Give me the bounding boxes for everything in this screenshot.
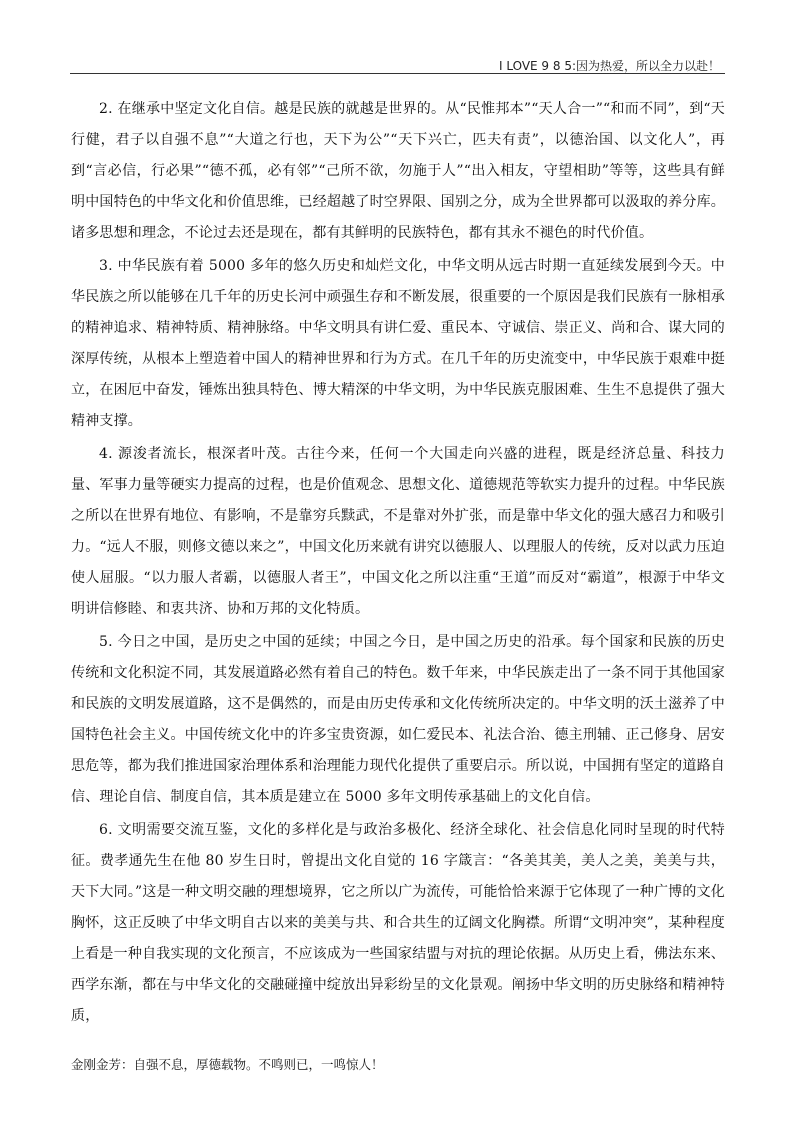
page-header: I LOVE 9 8 5:因为热爱，所以全力以赴！ (498, 59, 720, 73)
paragraph-4: 4. 源浚者流长，根深者叶茂。古往今来，任何一个大国走向兴盛的进程，既是经济总量、科技力量、军事力量等硬实力提高的过程，也是价值观念、思想文化、道德规范等软实力提升的过程。中华民族之所以在世界有地位、有影响，不是靠穷兵黩武，不是靠对外扩张，而是靠中华文化的强大感召力和吸引力。“远人不服，则修文德以来之”，中国文化历来就有讲究以德服人、以理服人的传统，反对以武力压迫使人屈服。“以力服人者霸，以德服人者王”，中国文化之所以注重“王道”而反对“霸道”，根源于中华文明讲信修睦、和衷共济、协和万邦的文化特质。 (71, 446, 725, 617)
paragraph-2: 2. 在继承中坚定文化自信。越是民族的就越是世界的。从“民惟邦本”“天人合一”“和而不同”，到“天行健，君子以自强不息”“大道之行也，天下为公”“天下兴亡，匹夫有责”，以德治国、以文化人”，再到“言必信，行必果”“德不孤，必有邻”“己所不欲，勿施于人”“出入相友，守望相助”等等，这些具有鲜明中国特色的中华文化和价值思维，已经超越了时空界限、国别之分，成为全世界都可以汲取的养分库。诸多思想和理念，不论过去还是现在，都有其鲜明的民族特色，都有其永不褪色的时代价值。 (71, 101, 725, 241)
header-divider (70, 73, 725, 74)
paragraph-6: 6. 文明需要交流互鉴，文化的多样化是与政治多极化、经济全球化、社会信息化同时呈现的时代特征。费孝通先生在他 80 岁生日时，曾提出文化自觉的 16 字箴言：“各美其美，美人之美，美美与共，天下大同。”这是一种文明交融的理想境界，它之所以广为流传，可能恰恰来源于它体现了一种广博的文化胸怀，这正反映了中华文明自古以来的美美与共、和合共生的辽阔文化胸襟。所谓“文明冲突”，某种程度上看是一种自我实现的文化预言，不应该成为一些国家结盟与对抗的理论依据。从历史上看，佛法东来、西学东渐，都在与中华文化的交融碰撞中绽放出异彩纷呈的文化景观。阐扬中华文明的历史脉络和精神特质， (71, 822, 725, 1024)
paragraph-5: 5. 今日之中国，是历史之中国的延续；中国之今日，是中国之历史的沿承。每个国家和民族的历史传统和文化积淀不同，其发展道路必然有着自己的特色。数千年来，中华民族走出了一条不同于其他国家和民族的文明发展道路，这不是偶然的，而是由历史传承和文化传统所决定的。中华文明的沃土滋养了中国特色社会主义。中国传统文化中的许多宝贵资源，如仁爱民本、礼法合治、德主刑辅、正己修身、居安思危等，都为我们推进国家治理体系和治理能力现代化提供了重要启示。所以说，中国拥有坚定的道路自信、理论自信、制度自信，其本质是建立在 5000 多年文明传承基础上的文化自信。 (71, 634, 725, 805)
page-footer: 金刚金芳：自强不息，厚德载物。不鸣则已，一鸣惊人！ (71, 1057, 384, 1072)
paragraph-3: 3. 中华民族有着 5000 多年的悠久历史和灿烂文化，中华文明从远古时期一直延续发展到今天。中华民族之所以能够在几千年的历史长河中顽强生存和不断发展，很重要的一个原因是我们民族有一脉相承的精神追求、精神特质、精神脉络。中华文明具有讲仁爱、重民本、守诚信、崇正义、尚和合、谋大同的深厚传统，从根本上塑造着中国人的精神世界和行为方式。在几千年的历史流变中，中华民族于艰难中挺立，在困厄中奋发，锤炼出独具特色、博大精深的中华文明，为中华民族克服困难、生生不息提供了强大精神支撑。 (71, 258, 725, 429)
document-body (71, 94, 725, 1034)
